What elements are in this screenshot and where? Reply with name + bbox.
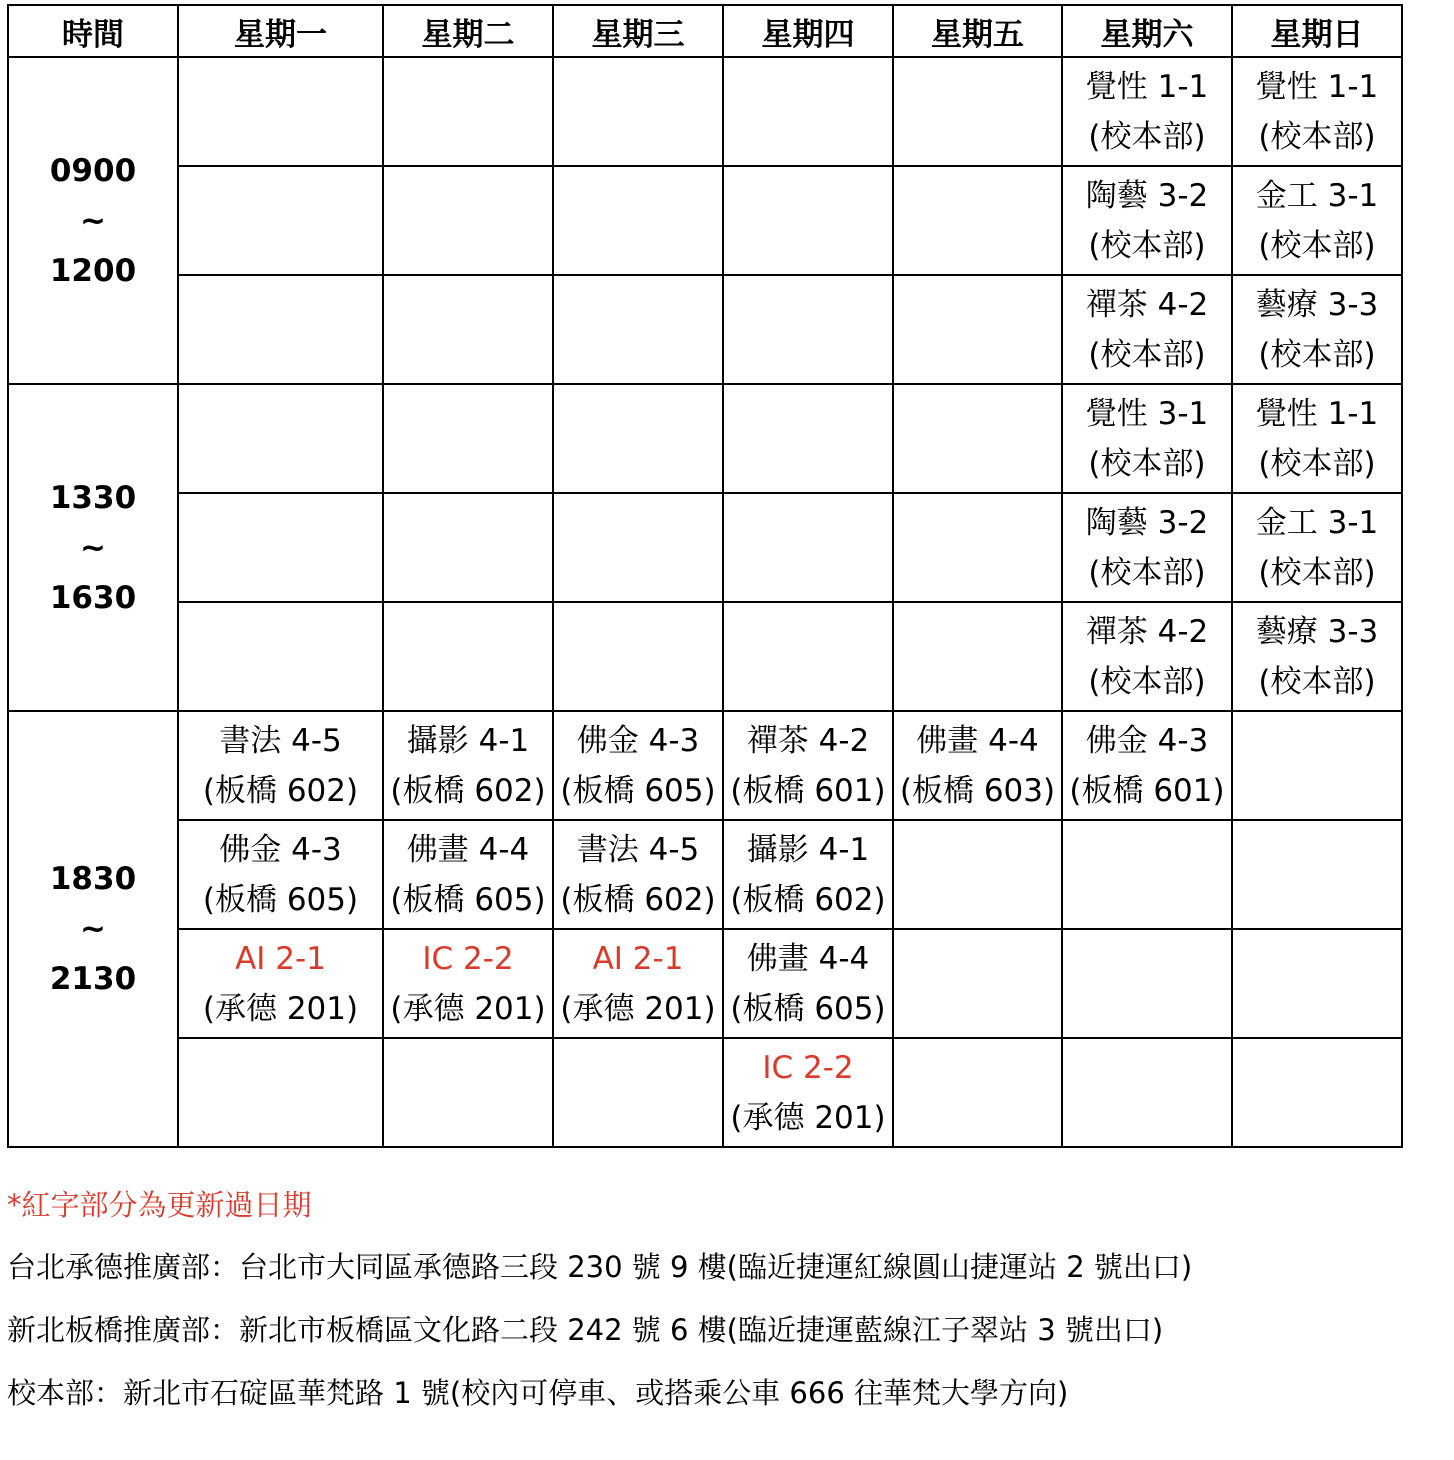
header-day: 星期日: [1232, 5, 1402, 57]
course-cell: [178, 602, 383, 711]
course-cell: [1062, 929, 1232, 1038]
course-room: (板橋 605): [560, 772, 716, 809]
header-day: 星期一: [178, 5, 383, 57]
course-cell: [383, 820, 553, 929]
address-banqiao: 新北板橋推廣部：新北市板橋區文化路二段 242 號 6 樓(臨近捷運藍線江子翠站 3 號出口): [7, 1313, 1164, 1347]
course-cell: [553, 929, 723, 1038]
course-cell: [1232, 711, 1402, 820]
course-room: (板橋 605): [730, 990, 886, 1027]
course-cell: [893, 1038, 1062, 1147]
course-cell: [1062, 711, 1232, 820]
table-row: [8, 929, 1402, 1038]
time-slot-label: 1630: [49, 579, 137, 616]
header-time: 時間: [8, 5, 178, 57]
course-cell: [1232, 929, 1402, 1038]
course-name: AI 2-1: [235, 940, 326, 977]
course-cell: [723, 493, 893, 602]
course-room: (板橋 602): [560, 881, 716, 918]
course-room: (板橋 602): [390, 772, 546, 809]
table-row: [8, 384, 1402, 493]
course-room: (校本部): [1258, 227, 1376, 264]
course-room: (校本部): [1088, 663, 1206, 700]
course-cell: [178, 929, 383, 1038]
course-name: IC 2-2: [762, 1049, 854, 1086]
course-cell: [723, 275, 893, 384]
course-cell: [178, 820, 383, 929]
time-slot-label: 1830: [49, 861, 137, 897]
course-cell: [383, 57, 553, 166]
course-cell: [1062, 1038, 1232, 1147]
header-day: 星期六: [1062, 5, 1232, 57]
course-room: (校本部): [1088, 445, 1206, 482]
course-name: 陶藝 3-2: [1085, 504, 1209, 541]
course-cell: [1232, 57, 1402, 166]
course-room: (板橋 602): [730, 881, 886, 918]
course-cell: [383, 1038, 553, 1147]
table-row: [8, 711, 1402, 820]
course-cell: [723, 1038, 893, 1147]
course-cell: [1232, 166, 1402, 275]
address-chengde: 台北承德推廣部：台北市大同區承德路三段 230 號 9 樓(臨近捷運紅線圓山捷運站 2 號出口): [7, 1250, 1193, 1284]
course-cell: [178, 384, 383, 493]
course-name: 佛金 4-3: [576, 722, 700, 759]
course-name: 攝影 4-1: [746, 831, 870, 868]
course-cell: [893, 275, 1062, 384]
course-cell: [178, 166, 383, 275]
table-row: [8, 820, 1402, 929]
course-cell: [553, 384, 723, 493]
course-cell: [178, 275, 383, 384]
course-name: 覺性 1-1: [1085, 68, 1209, 105]
course-name: 佛畫 4-4: [916, 722, 1039, 759]
course-cell: [723, 711, 893, 820]
course-cell: [383, 602, 553, 711]
course-cell: [178, 57, 383, 166]
course-cell: [178, 493, 383, 602]
course-cell: [1232, 384, 1402, 493]
course-room: (校本部): [1088, 118, 1206, 155]
course-room: (校本部): [1258, 118, 1376, 155]
course-room: (校本部): [1258, 554, 1376, 591]
course-name: 書法 4-5: [576, 831, 700, 868]
course-cell: [893, 57, 1062, 166]
course-room: (校本部): [1258, 663, 1376, 700]
course-cell: [723, 929, 893, 1038]
course-cell: [553, 275, 723, 384]
update-note: *紅字部分為更新過日期: [7, 1188, 312, 1222]
course-cell: [1062, 57, 1232, 166]
course-cell: [383, 493, 553, 602]
course-room: (承德 201): [202, 990, 359, 1027]
header-day: 星期四: [723, 5, 893, 57]
course-name: 佛畫 4-4: [406, 831, 530, 868]
table-row: [8, 166, 1402, 275]
course-room: (承德 201): [390, 990, 546, 1027]
course-name: 陶藝 3-2: [1085, 177, 1209, 214]
course-name: 覺性 1-1: [1255, 395, 1379, 432]
course-cell: [893, 602, 1062, 711]
address-main-campus: 校本部：新北市石碇區華梵路 1 號(校內可停車、或搭乘公車 666 往華梵大學方向): [7, 1376, 1069, 1410]
table-row: [8, 275, 1402, 384]
course-cell: [1232, 1038, 1402, 1147]
course-room: (校本部): [1088, 227, 1206, 264]
course-name: 藝療 3-3: [1255, 613, 1379, 650]
course-name: 覺性 1-1: [1255, 68, 1379, 105]
course-name: 金工 3-1: [1255, 504, 1379, 541]
course-room: (板橋 605): [390, 881, 546, 918]
course-room: (校本部): [1258, 336, 1376, 373]
course-room: (板橋 605): [202, 881, 359, 918]
course-cell: [1232, 275, 1402, 384]
time-slot-label: 1200: [49, 252, 137, 289]
course-cell: [893, 929, 1062, 1038]
course-room: (板橋 603): [899, 772, 1056, 809]
time-slot-label: ~: [80, 911, 106, 947]
course-cell: [893, 166, 1062, 275]
course-cell: [553, 493, 723, 602]
time-slot-label: ~: [80, 202, 106, 239]
course-room: (承德 201): [730, 1099, 886, 1136]
course-cell: [723, 384, 893, 493]
course-cell: [1062, 166, 1232, 275]
course-room: (校本部): [1088, 336, 1206, 373]
course-cell: [383, 929, 553, 1038]
course-name: 佛畫 4-4: [746, 940, 870, 977]
course-cell: [893, 493, 1062, 602]
course-name: 覺性 3-1: [1085, 395, 1209, 432]
course-cell: [553, 711, 723, 820]
course-room: (校本部): [1088, 554, 1206, 591]
header-day: 星期二: [383, 5, 553, 57]
time-slot-label: 0900: [49, 152, 137, 189]
course-cell: [893, 384, 1062, 493]
course-cell: [553, 57, 723, 166]
course-room: (板橋 601): [730, 772, 886, 809]
course-cell: [723, 602, 893, 711]
course-name: IC 2-2: [422, 940, 514, 977]
course-cell: [383, 711, 553, 820]
course-cell: [1062, 275, 1232, 384]
course-cell: [1062, 820, 1232, 929]
table-row: [8, 1038, 1402, 1147]
course-cell: [553, 166, 723, 275]
course-cell: [893, 820, 1062, 929]
time-slot-cell: [8, 711, 178, 1147]
course-cell: [1232, 493, 1402, 602]
course-cell: [553, 602, 723, 711]
course-cell: [1232, 602, 1402, 711]
time-slot-label: ~: [80, 529, 106, 566]
table-row: [8, 57, 1402, 166]
course-cell: [723, 57, 893, 166]
time-slot-cell: [8, 384, 178, 711]
course-name: 禪茶 4-2: [746, 722, 870, 759]
header-day: 星期三: [553, 5, 723, 57]
table-row: [8, 493, 1402, 602]
course-room: (承德 201): [560, 990, 716, 1027]
course-cell: [723, 166, 893, 275]
course-room: (板橋 602): [202, 772, 359, 809]
header-day: 星期五: [893, 5, 1062, 57]
course-name: 金工 3-1: [1255, 177, 1379, 214]
time-slot-label: 2130: [49, 961, 137, 997]
course-cell: [178, 1038, 383, 1147]
course-name: 禪茶 4-2: [1085, 286, 1209, 323]
course-name: 佛金 4-3: [219, 831, 342, 868]
header-row: [8, 5, 1402, 57]
time-slot-cell: [8, 57, 178, 384]
course-cell: [723, 820, 893, 929]
course-name: AI 2-1: [592, 940, 684, 977]
course-cell: [1062, 384, 1232, 493]
course-cell: [553, 1038, 723, 1147]
time-slot-label: 1330: [49, 479, 137, 516]
course-name: 藝療 3-3: [1255, 286, 1379, 323]
course-name: 佛金 4-3: [1085, 722, 1209, 759]
course-cell: [1232, 820, 1402, 929]
course-cell: [1062, 493, 1232, 602]
course-room: (板橋 601): [1069, 772, 1225, 809]
table-row: [8, 602, 1402, 711]
course-room: (校本部): [1258, 445, 1376, 482]
course-name: 禪茶 4-2: [1085, 613, 1209, 650]
course-cell: [383, 275, 553, 384]
course-cell: [893, 711, 1062, 820]
course-cell: [553, 820, 723, 929]
course-cell: [383, 166, 553, 275]
schedule-table: [7, 4, 1403, 1148]
course-name: 攝影 4-1: [406, 722, 530, 759]
course-cell: [383, 384, 553, 493]
course-cell: [178, 711, 383, 820]
course-cell: [1062, 602, 1232, 711]
course-name: 書法 4-5: [219, 722, 342, 759]
